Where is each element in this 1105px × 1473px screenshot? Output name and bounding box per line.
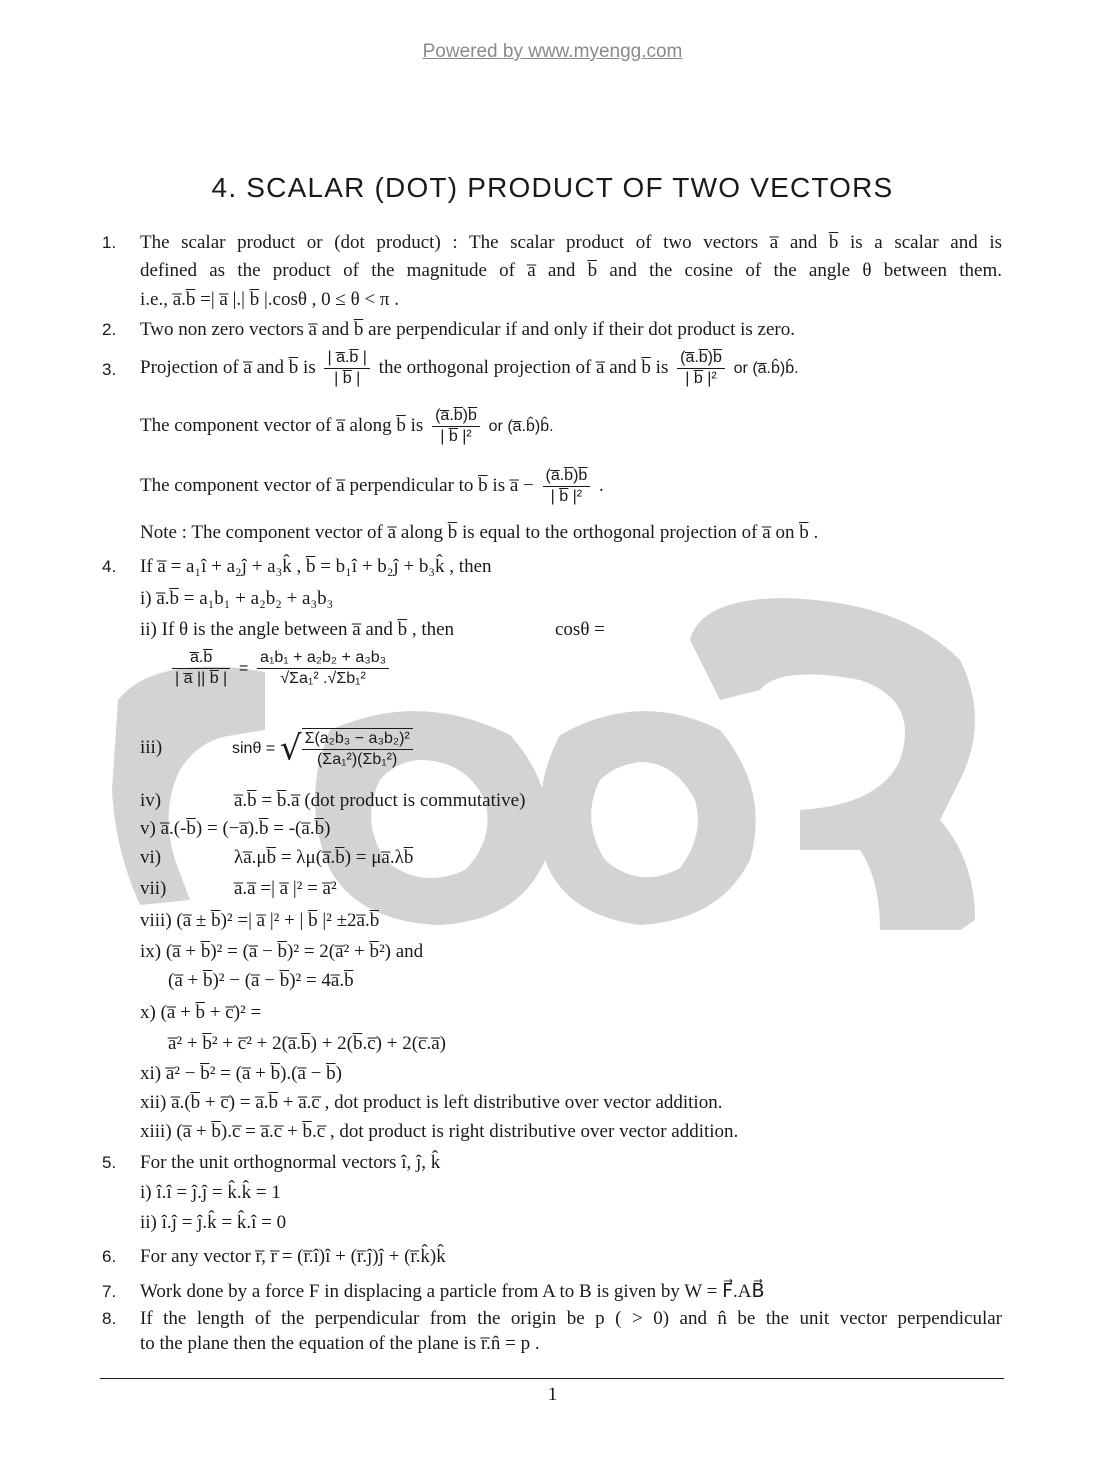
powered-by-link[interactable]: Powered by www.myengg.com <box>422 41 683 62</box>
item-4-vii: a̅.a̅ =| a̅ |² = a̅² <box>234 878 337 899</box>
item-4-viii: viii) (a̅ ± b̅)² =| a̅ |² + | b̅ |² ±2a̅.b̅ <box>140 910 380 931</box>
item-4-vii-label: vii) <box>140 878 167 899</box>
item-7-text: Work done by a force F in displacing a particle from A to B is given by W = F⃗.AB⃗ <box>140 1281 765 1302</box>
component-along-line <box>140 404 554 449</box>
fraction-numerator: a̅.b̅ <box>172 648 230 669</box>
page-title: 4. SCALAR (DOT) PRODUCT OF TWO VECTORS <box>211 172 894 203</box>
item-number: 4. <box>102 557 117 576</box>
component-perp-fraction <box>543 466 591 507</box>
fraction-numerator: (a̅.b̅)b̅ <box>677 348 725 369</box>
item-4-xii: xii) a̅.(b̅ + c̅) = a̅.b̅ + a̅.c̅ , dot product is left distributive over vector addition. <box>140 1092 723 1113</box>
item-4-xiii: xiii) (a̅ + b̅).c̅ = a̅.c̅ + b̅.c̅ , dot product is right distributive over vector addition. <box>140 1121 739 1142</box>
sin-fraction <box>302 728 413 770</box>
component-along-pre: The component vector of a̅ along b̅ is <box>140 415 424 436</box>
component-along-post: or (a̅.b̂)b̂. <box>488 418 554 435</box>
item-1-line-2: defined as the product of the magnitude of a̅ and b̅ and the cosine of the angle θ between them. <box>140 260 1002 281</box>
sin-formula <box>232 724 417 773</box>
fraction-denominator: | b̅ |² <box>685 370 717 388</box>
fraction-numerator: | a̅.b̅ | <box>324 348 369 369</box>
footer-divider <box>100 1378 1004 1379</box>
item-5-i: i) î.î = ĵ.ĵ = k̂.k̂ = 1 <box>140 1182 281 1203</box>
item-4-xi: xi) a̅² − b̅² = (a̅ + b̅).(a̅ − b̅) <box>140 1063 342 1084</box>
item-4-x-2: a̅² + b̅² + c̅² + 2(a̅.b̅) + 2(b̅.c̅) + 2(c̅.a̅) <box>168 1033 446 1054</box>
item-5-text: For the unit orthognormal vectors î, ĵ, k̂ <box>140 1152 441 1173</box>
fraction-numerator: (a̅.b̅)b̅ <box>432 406 480 427</box>
item-4-ii: ii) If θ is the angle between a̅ and b̅ , then <box>140 619 455 640</box>
cos-fraction-2 <box>257 648 389 689</box>
item-4-iii-label: iii) <box>140 737 163 758</box>
item-1-line-3: i.e., a̅.b̅ =| a̅ |.| b̅ |.cosθ , 0 ≤ θ < π . <box>140 289 400 310</box>
fraction-numerator: Σ(a₂b₃ − a₃b₂)² <box>302 729 413 750</box>
component-perpendicular-line <box>140 464 604 508</box>
item-4-x: x) (a̅ + b̅ + c̅)² = <box>140 1002 262 1023</box>
projection-fraction <box>324 348 369 389</box>
component-perp-pre: The component vector of a̅ perpendicular to b̅ is a̅ − <box>140 475 534 496</box>
item-4-ii-cos: cosθ = <box>555 619 605 640</box>
item-4-v: v) a̅.(-b̅) = (−a̅).b̅ = -(a̅.b̅) <box>140 818 331 839</box>
cos-formula <box>168 646 393 691</box>
item-3-pre: Projection of a̅ and b̅ is <box>140 357 316 378</box>
note-text: Note : The component vector of a̅ along b̅ is equal to the orthogonal projection of a̅ on b̅ . <box>140 522 819 543</box>
item-4-vi: λa̅.μb̅ = λμ(a̅.b̅) = μa̅.λb̅ <box>234 847 414 868</box>
item-6-text: For any vector r̅, r̅ = (r̅.î)î + (r̅.ĵ)ĵ + (r̅.k̂)k̂ <box>140 1246 446 1267</box>
item-2-text: Two non zero vectors a̅ and b̅ are perpendicular if and only if their dot product is zero. <box>140 319 795 340</box>
item-4-i: i) a̅.b̅ = a₁b₁ + a₂b₂ + a₃b₃ <box>140 588 334 609</box>
fraction-denominator: (Σa₁²)(Σb₁²) <box>316 750 398 768</box>
component-along-fraction <box>432 406 480 447</box>
sqrt-sign: √ <box>279 728 302 769</box>
item-3-post: or (a̅.b̂)b̂. <box>733 360 799 377</box>
item-number: 5. <box>102 1153 117 1172</box>
fraction-numerator: a₁b₁ + a₂b₂ + a₃b₃ <box>257 648 389 669</box>
page-number: 1 <box>547 1384 558 1405</box>
item-8-line-2: to the plane then the equation of the plane is r̅.n̂ = p . <box>140 1333 540 1354</box>
item-4-iv-label: iv) <box>140 790 162 811</box>
item-5-ii: ii) î.ĵ = ĵ.k̂ = k̂.î = 0 <box>140 1212 287 1233</box>
item-1-line-1: The scalar product or (dot product) : The scalar product of two vectors a̅ and b̅ is a scalar and is <box>140 232 1002 253</box>
item-3-projection <box>140 346 799 391</box>
item-4-ix-2: (a̅ + b̅)² − (a̅ − b̅)² = 4a̅.b̅ <box>168 970 354 991</box>
item-number: 8. <box>102 1309 117 1328</box>
item-number: 7. <box>102 1282 117 1301</box>
fraction-denominator: | b̅ |² <box>550 488 583 506</box>
sin-label: sinθ = <box>232 740 276 757</box>
item-4-text: If a̅ = a₁î + a₂ĵ + a₃k̂ , b̅ = b₁î + b₂ĵ + b₃k̂ , then <box>140 556 492 577</box>
fraction-denominator: √Σa₁² .√Σb₁² <box>280 670 366 688</box>
orthogonal-projection-fraction <box>677 348 725 389</box>
item-number: 2. <box>102 320 117 339</box>
item-4-ix: ix) (a̅ + b̅)² = (a̅ − b̅)² = 2(a̅² + b̅²) and <box>140 941 424 962</box>
equals-sign: = <box>238 660 249 677</box>
fraction-denominator: | b̅ | <box>334 370 361 388</box>
item-4-vi-label: vi) <box>140 847 162 868</box>
item-number: 1. <box>102 233 117 252</box>
cos-fraction-1 <box>172 648 230 689</box>
item-number: 6. <box>102 1247 117 1266</box>
fraction-numerator: (a̅.b̅)b̅ <box>543 466 591 487</box>
item-8-line-1: If the length of the perpendicular from the origin be p ( > 0) and n̂ be the unit vector perpendicular <box>140 1308 1002 1329</box>
fraction-denominator: | b̅ |² <box>440 428 472 446</box>
component-perp-post: . <box>599 475 604 496</box>
item-4-iv: a̅.b̅ = b̅.a̅ (dot product is commutative) <box>234 790 526 811</box>
fraction-denominator: | a̅ || b̅ | <box>175 670 228 688</box>
item-3-mid: the orthogonal projection of a̅ and b̅ is <box>378 357 669 378</box>
item-number: 3. <box>102 360 117 379</box>
